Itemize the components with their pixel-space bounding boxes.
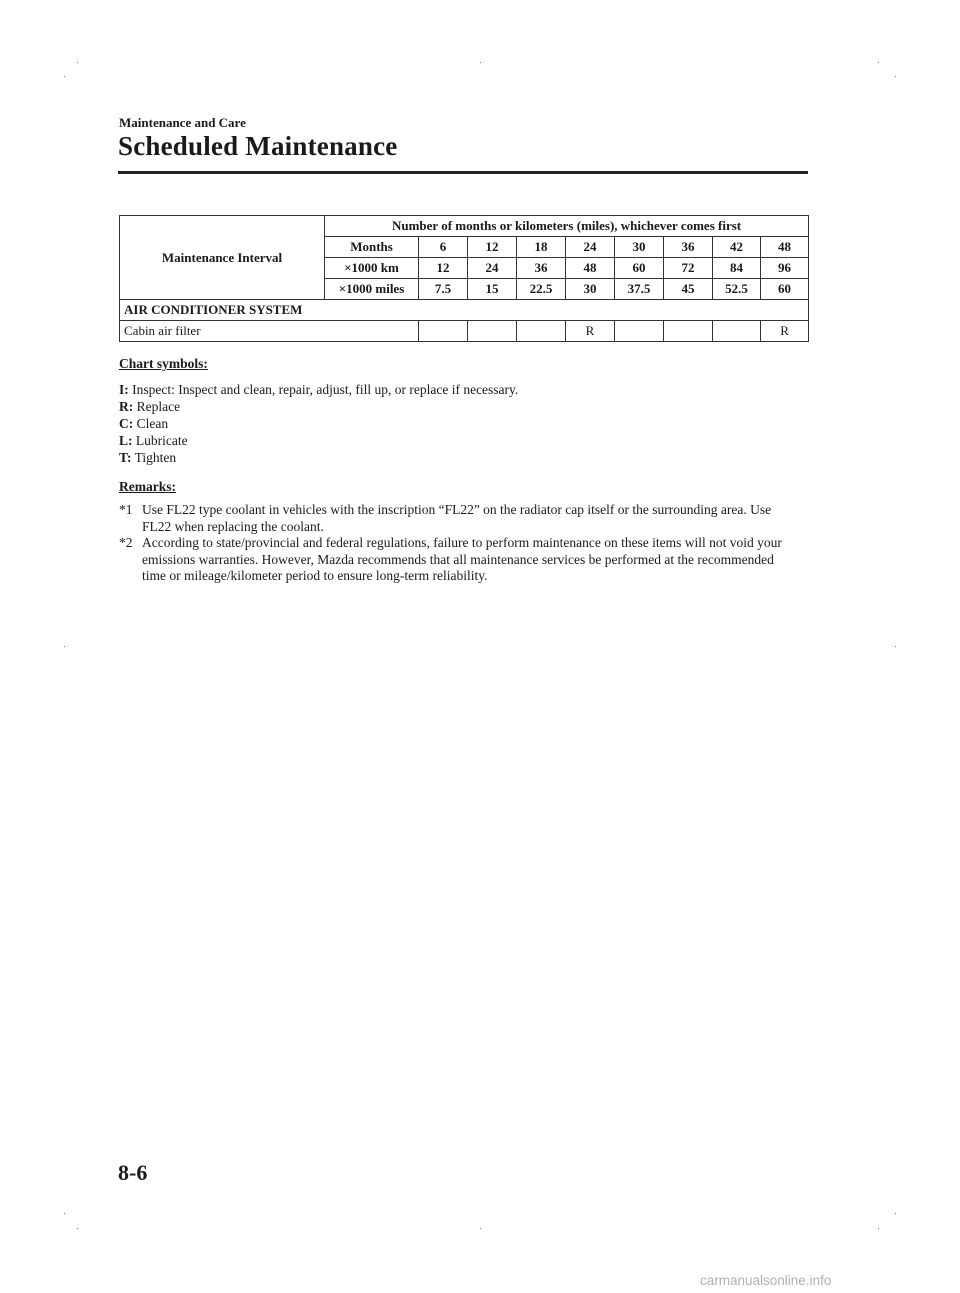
table-cell: 12 — [468, 237, 517, 258]
table-cell: 12 — [419, 258, 468, 279]
table-cell: 84 — [713, 258, 761, 279]
table-cell: 36 — [664, 237, 713, 258]
table-cell: 52.5 — [713, 279, 761, 300]
table-cell — [664, 321, 713, 342]
remarks-heading: Remarks: — [119, 479, 176, 494]
crop-mark — [895, 646, 896, 647]
crop-mark — [77, 62, 78, 63]
legend-item — [119, 398, 518, 415]
table-cell: 24 — [468, 258, 517, 279]
legend-key: I: — [119, 382, 129, 397]
table-cell: 60 — [615, 258, 664, 279]
table-cell — [615, 321, 664, 342]
legend-text: Tighten — [134, 450, 177, 465]
watermark: carmanualsonline.info — [700, 1273, 832, 1288]
table-cell — [713, 321, 761, 342]
crop-mark — [878, 1228, 879, 1229]
crop-mark — [895, 76, 896, 77]
legend-key: R: — [119, 399, 134, 414]
remarks-list — [119, 502, 799, 585]
table-cell: 24 — [566, 237, 615, 258]
table-cell: R — [566, 321, 615, 342]
row-label: Months — [325, 237, 419, 258]
table-cell: 96 — [761, 258, 809, 279]
table-cell: 42 — [713, 237, 761, 258]
legend-item — [119, 432, 518, 449]
chart-symbols-list — [119, 381, 518, 466]
table-cell: 36 — [517, 258, 566, 279]
table-section-row — [120, 300, 809, 321]
page-title: Scheduled Maintenance — [118, 131, 398, 161]
legend-text: Lubricate — [135, 433, 188, 448]
table-header-row — [120, 216, 809, 237]
legend-key: C: — [119, 416, 134, 431]
table-cell — [419, 321, 468, 342]
table-cell: 15 — [468, 279, 517, 300]
legend-key: T: — [119, 450, 132, 465]
table-cell: 45 — [664, 279, 713, 300]
crop-mark — [878, 62, 879, 63]
table-cell: 37.5 — [615, 279, 664, 300]
span-header-cell: Number of months or kilometers (miles), whichever comes first — [325, 216, 809, 237]
legend-item — [119, 415, 518, 432]
legend-text: Inspect: Inspect and clean, repair, adjust, fill up, or replace if necessary. — [132, 382, 519, 397]
chart-symbols-heading: Chart symbols: — [119, 356, 208, 371]
table-cell: 6 — [419, 237, 468, 258]
legend-item — [119, 381, 518, 398]
table-cell: 30 — [615, 237, 664, 258]
table-cell: 22.5 — [517, 279, 566, 300]
table-cell: 7.5 — [419, 279, 468, 300]
remark-item — [119, 502, 799, 535]
item-label: Cabin air filter — [120, 321, 419, 342]
table-cell — [468, 321, 517, 342]
table-cell: 18 — [517, 237, 566, 258]
remark-number: *2 — [119, 535, 133, 550]
section-label: Maintenance and Care — [119, 115, 246, 130]
table-cell: 48 — [761, 237, 809, 258]
legend-text: Replace — [136, 399, 181, 414]
table-cell: 60 — [761, 279, 809, 300]
legend-key: L: — [119, 433, 133, 448]
crop-mark — [64, 1213, 65, 1214]
table-cell — [517, 321, 566, 342]
crop-mark — [480, 1228, 481, 1229]
table-cell: 48 — [566, 258, 615, 279]
remark-text: Use FL22 type coolant in vehicles with the inscription “FL22” on the radiator cap itself or the surrounding area. Use FL22 when replacing the coolant. — [142, 502, 772, 534]
table-cell: 72 — [664, 258, 713, 279]
row-label: ×1000 km — [325, 258, 419, 279]
page-number: 8-6 — [118, 1160, 148, 1185]
crop-mark — [480, 62, 481, 63]
crop-mark — [64, 76, 65, 77]
legend-item — [119, 449, 518, 466]
remark-number: *1 — [119, 502, 133, 517]
table-cell: 30 — [566, 279, 615, 300]
row-label: ×1000 miles — [325, 279, 419, 300]
remark-text: According to state/provincial and federal regulations, failure to perform maintenance on these items will not void your emissions warranties. However, Mazda recommends that all maintenance services be performed at the recommended time or mileage/kilometer period to ensure long-term reliability. — [142, 535, 782, 583]
crop-mark — [895, 1213, 896, 1214]
crop-mark — [64, 646, 65, 647]
crop-mark — [77, 1228, 78, 1229]
maintenance-schedule-table — [119, 215, 809, 342]
remark-item — [119, 535, 799, 585]
table-row — [120, 321, 809, 342]
section-header-cell: AIR CONDITIONER SYSTEM — [120, 300, 809, 321]
interval-label-cell: Maintenance Interval — [120, 216, 325, 300]
table-cell: R — [761, 321, 809, 342]
title-divider — [118, 171, 808, 174]
legend-text: Clean — [136, 416, 169, 431]
